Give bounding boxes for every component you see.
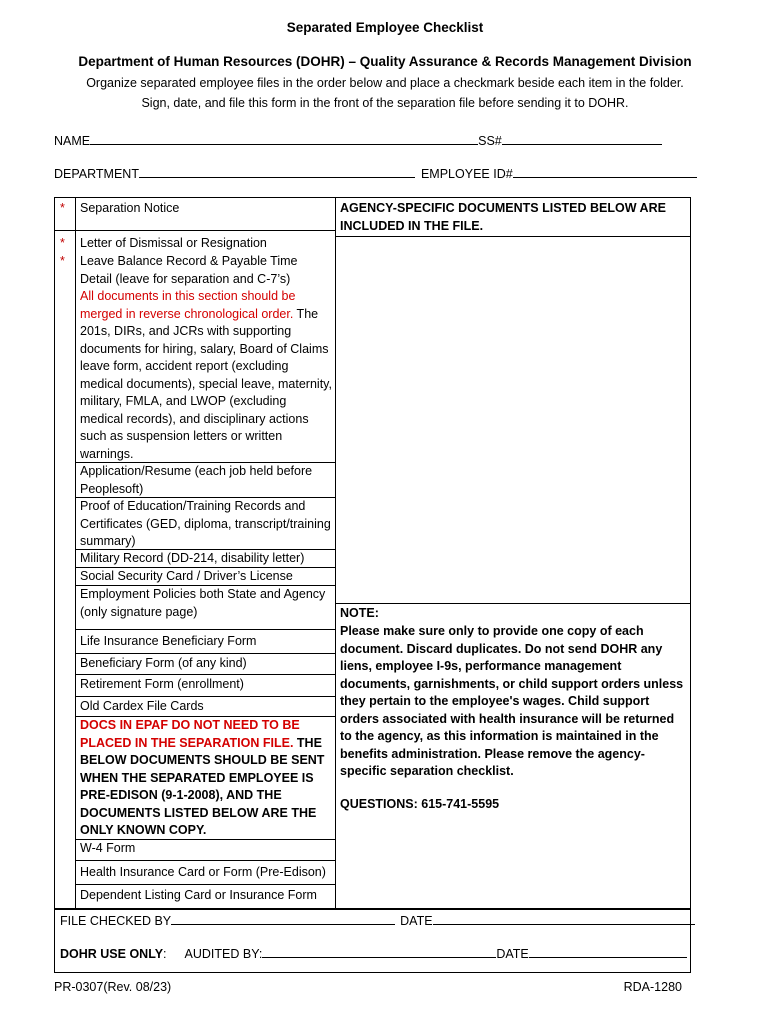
department-label: DEPARTMENT [54, 167, 139, 181]
merge-note-red: All documents in this section should be merged in reverse chronological order. [80, 289, 296, 321]
merge-note-text: The 201s, DIRs, and JCRs with supporting documents for hiring, salary, Board of Claims leave form, accident report (excluding medical documents), special leave, maternity, military, FMLA, and LWOP (excluding medical records), and disciplinary actions such as suspension letters or written warnings. [80, 306, 332, 461]
instruction-line-2: Sign, date, and file this form in the front of the separation file before sending it to DOHR. [141, 96, 629, 110]
instruction-line-1: Organize separated employee files in the order below and place a checkmark beside each item in the folder. [86, 76, 684, 90]
epaf-note-red: DOCS IN EPAF DO NOT NEED TO BE PLACED IN THE SEPARATION FILE. [80, 718, 300, 750]
name-blank[interactable] [90, 133, 478, 145]
required-star: * [60, 201, 65, 215]
ss-label: SS# [478, 134, 502, 148]
department-field[interactable] [54, 166, 697, 181]
audit-field[interactable]: DOHR USE ONLY: AUDITED BY: DATE [60, 946, 687, 961]
employee-id-blank[interactable] [513, 166, 697, 178]
item-leave-balance[interactable]: Leave Balance Record & Payable Time Detail (leave for separation and C-7’s) [80, 254, 298, 286]
required-star: * [60, 254, 65, 268]
item-letter-of-dismissal[interactable]: Letter of Dismissal or Resignation [80, 236, 267, 250]
item-dependent-listing[interactable]: Dependent Listing Card or Insurance Form [80, 888, 317, 902]
item-application-resume[interactable]: Application/Resume (each job held before Peoplesoft) [80, 464, 313, 496]
audited-by-blank[interactable] [262, 946, 496, 958]
name-label: NAME [54, 134, 91, 148]
item-w4-form[interactable]: W-4 Form [80, 841, 136, 855]
merge-note [80, 288, 332, 463]
file-checked-label: FILE CHECKED BY [60, 914, 172, 928]
date-blank[interactable] [433, 913, 695, 925]
form-subtitle: Department of Human Resources (DOHR) – Quality Assurance & Records Management Division [78, 54, 692, 69]
file-checked-field[interactable] [60, 913, 695, 928]
agency-header: AGENCY-SPECIFIC DOCUMENTS LISTED BELOW ARE INCLUDED IN THE FILE. [340, 201, 666, 233]
item-life-insurance[interactable]: Life Insurance Beneficiary Form [80, 634, 257, 648]
date-label: DATE [400, 914, 433, 928]
item-employment-policies[interactable]: Employment Policies both State and Agency (only signature page) [80, 587, 326, 619]
department-blank[interactable] [139, 166, 415, 178]
epaf-note-text: THE BELOW DOCUMENTS SHOULD BE SENT WHEN THE SEPARATED EMPLOYEE IS PRE-EDISON (9-1-2008), AND THE DOCUMENTS LISTED BELOW ARE THE ONLY KNOWN COPY. [80, 735, 325, 837]
item-retirement-form[interactable]: Retirement Form (enrollment) [80, 677, 244, 691]
required-star: * [60, 236, 65, 250]
audited-by-label: AUDITED BY: [184, 947, 263, 961]
epaf-note [80, 717, 332, 840]
audit-date-blank[interactable] [529, 946, 687, 958]
questions-phone: QUESTIONS: 615-741-5595 [340, 797, 500, 811]
item-military-record[interactable]: Military Record (DD-214, disability letter) [80, 551, 305, 565]
checkbox-column-divider [75, 197, 76, 909]
form-number: PR-0307(Rev. 08/23) [54, 980, 172, 994]
note-label: NOTE: [340, 606, 379, 620]
item-separation-notice[interactable]: Separation Notice [80, 201, 180, 215]
rda-number: RDA-1280 [623, 980, 682, 994]
item-old-cardex[interactable]: Old Cardex File Cards [80, 699, 204, 713]
ss-blank[interactable] [502, 133, 662, 145]
item-proof-of-education[interactable]: Proof of Education/Training Records and Certificates (GED, diploma, transcript/training summary) [80, 499, 331, 548]
item-social-security[interactable]: Social Security Card / Driver’s License [80, 569, 293, 583]
file-checked-blank[interactable] [171, 913, 395, 925]
note-text: Please make sure only to provide one copy of each document. Discard duplicates. Do not send DOHR any liens, employee I-9s, performance management documents, garnishments, or child support orders unless they pertain to the employee's wages. Child support orders associated with health insurance will be returned to the agency, as this information is maintained in the benefits administration. Please remove the agency-specific separation checklist. [340, 624, 684, 778]
item-health-insurance[interactable]: Health Insurance Card or Form (Pre-Edison) [80, 865, 326, 879]
item-beneficiary-form[interactable]: Beneficiary Form (of any kind) [80, 656, 247, 670]
dohr-use-only-label: DOHR USE ONLY [60, 947, 164, 961]
form-title: Separated Employee Checklist [286, 20, 484, 35]
date-label-2: DATE [496, 947, 529, 961]
name-field[interactable] [54, 133, 662, 148]
employee-id-label: EMPLOYEE ID# [420, 167, 513, 181]
